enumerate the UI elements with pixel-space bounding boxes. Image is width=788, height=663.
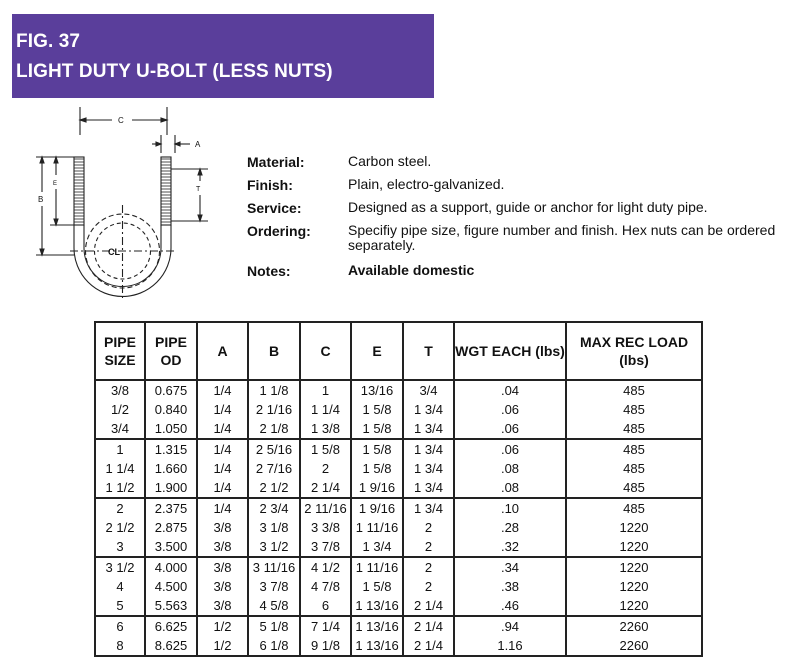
col-pipe-od: PIPE OD xyxy=(145,322,197,380)
cell-pipe-od: 3.500 xyxy=(145,537,197,557)
cell-max-load: 485 xyxy=(566,439,702,459)
cell-max-load: 1220 xyxy=(566,518,702,537)
dimensions-table xyxy=(94,321,703,657)
cell-pipe-od: 4.500 xyxy=(145,577,197,596)
cell-max-load: 485 xyxy=(566,478,702,498)
cell-c: 4 7/8 xyxy=(300,577,351,596)
cell-t: 2 xyxy=(403,557,454,577)
cell-a: 1/4 xyxy=(197,498,248,518)
cell-a: 1/4 xyxy=(197,400,248,419)
cell-pipe-od: 0.675 xyxy=(145,380,197,400)
cell-t: 2 xyxy=(403,518,454,537)
cell-t: 1 3/4 xyxy=(403,419,454,439)
cell-b: 2 1/8 xyxy=(248,419,300,439)
table-row xyxy=(95,537,702,557)
cell-c: 1 xyxy=(300,380,351,400)
dim-t-label: T xyxy=(196,186,201,193)
cell-weight: .06 xyxy=(454,439,566,459)
cell-e: 1 5/8 xyxy=(351,400,403,419)
cell-a: 1/4 xyxy=(197,478,248,498)
figure-number: FIG. 37 xyxy=(16,31,81,52)
table-row xyxy=(95,616,702,636)
cell-b: 4 5/8 xyxy=(248,596,300,616)
cell-a: 1/4 xyxy=(197,439,248,459)
cell-t: 3/4 xyxy=(403,380,454,400)
cell-t: 1 3/4 xyxy=(403,498,454,518)
cell-b: 2 1/16 xyxy=(248,400,300,419)
cell-pipe-size: 1/2 xyxy=(95,400,145,419)
cell-e: 1 13/16 xyxy=(351,596,403,616)
cell-max-load: 485 xyxy=(566,400,702,419)
cell-pipe-od: 1.660 xyxy=(145,459,197,478)
cell-pipe-od: 1.900 xyxy=(145,478,197,498)
cell-t: 2 xyxy=(403,577,454,596)
cell-e: 1 5/8 xyxy=(351,439,403,459)
table-row xyxy=(95,498,702,518)
cell-a: 3/8 xyxy=(197,577,248,596)
cell-c: 1 5/8 xyxy=(300,439,351,459)
cell-weight: .28 xyxy=(454,518,566,537)
cell-e: 1 13/16 xyxy=(351,616,403,636)
cell-c: 1 1/4 xyxy=(300,400,351,419)
cell-b: 1 1/8 xyxy=(248,380,300,400)
cell-b: 3 1/2 xyxy=(248,537,300,557)
cell-max-load: 485 xyxy=(566,380,702,400)
col-pipe-size: PIPE SIZE xyxy=(95,322,145,380)
cell-weight: .08 xyxy=(454,459,566,478)
dim-e-label: E xyxy=(53,181,58,187)
cell-c: 3 7/8 xyxy=(300,537,351,557)
cell-a: 1/4 xyxy=(197,419,248,439)
cell-c: 4 1/2 xyxy=(300,557,351,577)
cell-weight: .38 xyxy=(454,577,566,596)
cell-b: 2 3/4 xyxy=(248,498,300,518)
cell-e: 1 11/16 xyxy=(351,557,403,577)
cell-c: 2 11/16 xyxy=(300,498,351,518)
cell-t: 2 1/4 xyxy=(403,616,454,636)
cell-a: 1/4 xyxy=(197,380,248,400)
col-t: T xyxy=(403,322,454,380)
cell-e: 1 5/8 xyxy=(351,577,403,596)
cell-pipe-size: 6 xyxy=(95,616,145,636)
cell-b: 3 7/8 xyxy=(248,577,300,596)
cell-t: 1 3/4 xyxy=(403,439,454,459)
cell-a: 1/2 xyxy=(197,636,248,656)
cell-e: 1 3/4 xyxy=(351,537,403,557)
cell-t: 1 3/4 xyxy=(403,459,454,478)
cell-b: 2 5/16 xyxy=(248,439,300,459)
col-max-load: MAX REC LOAD (lbs) xyxy=(566,322,702,380)
cell-b: 3 1/8 xyxy=(248,518,300,537)
title-banner xyxy=(12,14,434,98)
cell-weight: 1.16 xyxy=(454,636,566,656)
cell-a: 1/4 xyxy=(197,459,248,478)
cell-pipe-od: 5.563 xyxy=(145,596,197,616)
cell-max-load: 2260 xyxy=(566,636,702,656)
cell-weight: .06 xyxy=(454,419,566,439)
cell-c: 7 1/4 xyxy=(300,616,351,636)
table-row xyxy=(95,557,702,577)
cell-pipe-od: 2.375 xyxy=(145,498,197,518)
cell-pipe-od: 4.000 xyxy=(145,557,197,577)
table-row xyxy=(95,439,702,459)
cell-c: 2 1/4 xyxy=(300,478,351,498)
table-row xyxy=(95,518,702,537)
cell-b: 5 1/8 xyxy=(248,616,300,636)
cell-pipe-od: 1.050 xyxy=(145,419,197,439)
cell-e: 1 9/16 xyxy=(351,498,403,518)
cell-c: 6 xyxy=(300,596,351,616)
col-e: E xyxy=(351,322,403,380)
cell-weight: .10 xyxy=(454,498,566,518)
cell-a: 3/8 xyxy=(197,537,248,557)
cell-max-load: 1220 xyxy=(566,537,702,557)
cell-weight: .04 xyxy=(454,380,566,400)
table-row xyxy=(95,400,702,419)
cell-e: 1 5/8 xyxy=(351,419,403,439)
product-title: LIGHT DUTY U-BOLT (LESS NUTS) xyxy=(16,61,333,82)
cell-t: 1 3/4 xyxy=(403,478,454,498)
cell-b: 6 1/8 xyxy=(248,636,300,656)
cell-pipe-od: 2.875 xyxy=(145,518,197,537)
cell-e: 1 11/16 xyxy=(351,518,403,537)
cell-pipe-size: 3 1/2 xyxy=(95,557,145,577)
cell-pipe-size: 5 xyxy=(95,596,145,616)
cell-max-load: 1220 xyxy=(566,557,702,577)
cell-t: 2 xyxy=(403,537,454,557)
cell-a: 1/2 xyxy=(197,616,248,636)
cell-weight: .08 xyxy=(454,478,566,498)
cell-pipe-size: 3/8 xyxy=(95,380,145,400)
cell-e: 13/16 xyxy=(351,380,403,400)
cell-pipe-size: 4 xyxy=(95,577,145,596)
cell-pipe-size: 1 1/2 xyxy=(95,478,145,498)
cell-weight: .94 xyxy=(454,616,566,636)
cell-a: 3/8 xyxy=(197,557,248,577)
cell-weight: .34 xyxy=(454,557,566,577)
table-header-row xyxy=(95,322,702,380)
cell-b: 2 1/2 xyxy=(248,478,300,498)
cell-pipe-size: 1 xyxy=(95,439,145,459)
dim-a-label: A xyxy=(195,140,201,149)
cell-max-load: 485 xyxy=(566,419,702,439)
cell-t: 2 1/4 xyxy=(403,596,454,616)
dim-c-label: C xyxy=(118,116,124,125)
table-row xyxy=(95,380,702,400)
table-row xyxy=(95,419,702,439)
cell-e: 1 13/16 xyxy=(351,636,403,656)
cell-pipe-size: 8 xyxy=(95,636,145,656)
cell-pipe-size: 3/4 xyxy=(95,419,145,439)
dim-b-label: B xyxy=(38,195,44,204)
cell-max-load: 485 xyxy=(566,459,702,478)
cell-pipe-size: 3 xyxy=(95,537,145,557)
cell-max-load: 485 xyxy=(566,498,702,518)
cell-max-load: 1220 xyxy=(566,596,702,616)
cell-pipe-size: 2 xyxy=(95,498,145,518)
cell-c: 9 1/8 xyxy=(300,636,351,656)
table-row xyxy=(95,636,702,656)
col-weight: WGT EACH (lbs) xyxy=(454,322,566,380)
cell-t: 1 3/4 xyxy=(403,400,454,419)
table-row xyxy=(95,459,702,478)
col-a: A xyxy=(197,322,248,380)
u-bolt-diagram xyxy=(30,105,220,305)
cell-pipe-size: 1 1/4 xyxy=(95,459,145,478)
col-b: B xyxy=(248,322,300,380)
cell-pipe-od: 6.625 xyxy=(145,616,197,636)
cell-a: 3/8 xyxy=(197,596,248,616)
table-body xyxy=(95,380,702,656)
col-c: C xyxy=(300,322,351,380)
cell-e: 1 9/16 xyxy=(351,478,403,498)
cell-c: 1 3/8 xyxy=(300,419,351,439)
cell-pipe-od: 0.840 xyxy=(145,400,197,419)
table-row xyxy=(95,596,702,616)
centerline-label: CL xyxy=(108,247,120,257)
cell-c: 2 xyxy=(300,459,351,478)
cell-e: 1 5/8 xyxy=(351,459,403,478)
cell-weight: .32 xyxy=(454,537,566,557)
cell-weight: .46 xyxy=(454,596,566,616)
cell-b: 3 11/16 xyxy=(248,557,300,577)
cell-pipe-size: 2 1/2 xyxy=(95,518,145,537)
cell-weight: .06 xyxy=(454,400,566,419)
cell-b: 2 7/16 xyxy=(248,459,300,478)
cell-a: 3/8 xyxy=(197,518,248,537)
cell-t: 2 1/4 xyxy=(403,636,454,656)
cell-max-load: 1220 xyxy=(566,577,702,596)
table-row xyxy=(95,577,702,596)
cell-pipe-od: 8.625 xyxy=(145,636,197,656)
cell-pipe-od: 1.315 xyxy=(145,439,197,459)
cell-c: 3 3/8 xyxy=(300,518,351,537)
table-row xyxy=(95,478,702,498)
cell-max-load: 2260 xyxy=(566,616,702,636)
